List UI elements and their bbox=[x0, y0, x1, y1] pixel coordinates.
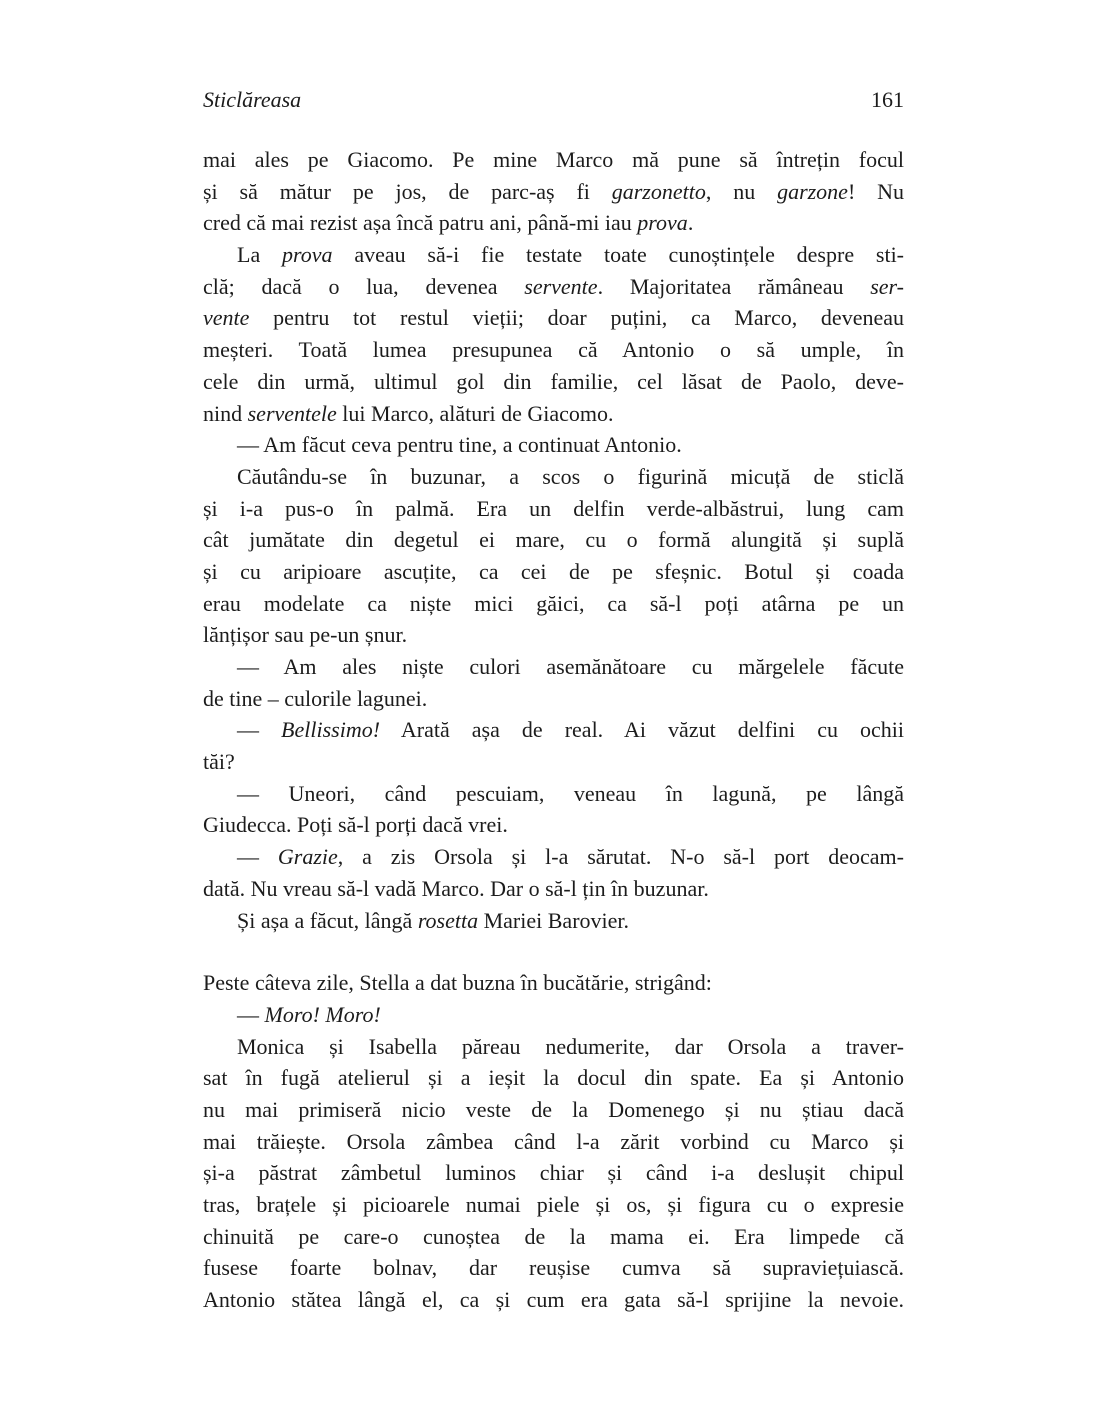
text-line bbox=[203, 778, 904, 810]
text-run: clă; dacă o lua, devenea bbox=[203, 273, 525, 299]
text-run: — bbox=[237, 844, 278, 870]
text-line bbox=[203, 176, 904, 208]
text-line bbox=[203, 809, 904, 841]
text-run: Mariei Barovier. bbox=[478, 907, 630, 933]
italic-text-run: servente bbox=[524, 273, 598, 299]
text-run: lui Marco, alături de Giacomo. bbox=[336, 400, 614, 426]
text-line bbox=[203, 1252, 904, 1284]
text-run: Căutându-se în buzunar, a scos o figurină micuță de sticlă bbox=[237, 463, 904, 489]
text-run: tras, brațele și picioarele numai piele și os, și figura cu o expresie bbox=[203, 1192, 904, 1217]
italic-text-run: serventele bbox=[247, 400, 337, 426]
text-line bbox=[203, 1031, 904, 1063]
text-run: , a zis Orsola și l-a sărutat. N-o să-l port deocam- bbox=[337, 844, 904, 870]
text-line bbox=[203, 1221, 904, 1253]
italic-text-run: garzone bbox=[777, 178, 848, 204]
text-run: — bbox=[237, 1001, 265, 1027]
paragraph bbox=[203, 461, 904, 651]
text-line bbox=[203, 398, 904, 430]
italic-text-run: garzonetto bbox=[611, 178, 706, 204]
text-run: meșteri. Toată lumea presupunea că Antonio o să umple, în bbox=[203, 337, 904, 363]
paragraph bbox=[203, 651, 904, 714]
text-line bbox=[203, 1094, 904, 1126]
italic-text-run: vente bbox=[203, 305, 250, 331]
text-run: Antonio stătea lângă el, ca și cum era gata să-l sprijine la nevoie. bbox=[203, 1287, 904, 1313]
text-line bbox=[203, 1284, 904, 1316]
text-line bbox=[203, 999, 904, 1031]
text-run: Peste câteva zile, Stella a dat buzna în bucătărie, strigând: bbox=[203, 970, 712, 996]
paragraph bbox=[203, 999, 904, 1031]
text-run: nind bbox=[203, 400, 248, 426]
text-run: — Am făcut ceva pentru tine, a continuat Antonio. bbox=[237, 432, 682, 458]
paragraph bbox=[203, 841, 904, 904]
text-run: . Majoritatea rămâneau bbox=[597, 273, 871, 299]
paragraph bbox=[203, 144, 904, 239]
paragraph bbox=[203, 778, 904, 841]
text-run: . bbox=[687, 210, 694, 236]
book-title: Sticlăreasa bbox=[203, 87, 302, 112]
text-run: și-a păstrat zâmbetul luminos chiar și când i-a deslușit chipul bbox=[203, 1160, 904, 1186]
text-line bbox=[203, 651, 904, 683]
text-run: de tine – culorile lagunei. bbox=[203, 685, 428, 711]
text-run: cât jumătate din degetul ei mare, cu o formă alungită și suplă bbox=[203, 527, 904, 553]
text-line bbox=[203, 556, 904, 588]
running-header bbox=[203, 86, 904, 114]
text-line bbox=[203, 841, 904, 873]
text-run: fusese foarte bolnav, dar reușise cumva să supraviețuiască. bbox=[203, 1255, 904, 1281]
text-line bbox=[203, 493, 904, 525]
text-run: mai ales pe Giacomo. Pe mine Marco mă pune să întrețin focul bbox=[203, 147, 904, 172]
text-run: Arată așa de real. Ai văzut delfini cu ochii bbox=[380, 717, 905, 743]
text-line bbox=[203, 524, 904, 556]
text-run: pentru tot restul vieții; doar puțini, ca Marco, deveneau bbox=[249, 305, 904, 331]
text-line bbox=[203, 746, 904, 778]
text-run: erau modelate ca niște mici găici, ca să-l poți atârna pe un bbox=[203, 590, 904, 616]
page-content bbox=[203, 86, 904, 1316]
text-run: mai trăiește. Orsola zâmbea când l-a zărit vorbind cu Marco și bbox=[203, 1128, 904, 1154]
text-run: aveau să-i fie testate toate cunoștințele despre sti- bbox=[332, 242, 905, 268]
paragraph bbox=[203, 429, 904, 461]
text-line bbox=[203, 366, 904, 398]
text-run: și i-a pus-o în palmă. Era un delfin verde-albăstrui, lung cam bbox=[203, 495, 904, 521]
text-line bbox=[203, 334, 904, 366]
text-run: — Am ales niște culori asemănătoare cu mărgelele făcute bbox=[237, 654, 904, 679]
paragraph bbox=[203, 239, 904, 429]
text-line bbox=[203, 239, 904, 271]
text-line bbox=[203, 683, 904, 715]
italic-text-run: prova bbox=[282, 242, 333, 268]
text-line bbox=[203, 588, 904, 620]
italic-text-run: rosetta bbox=[417, 907, 479, 933]
italic-text-run: Moro! Moro! bbox=[264, 1001, 381, 1027]
text-run: sat în fugă atelierul și a ieșit la docul din spate. Ea și Antonio bbox=[203, 1065, 904, 1091]
text-run: nu mai primiseră nicio veste de la Domenego și nu știau dacă bbox=[203, 1096, 904, 1122]
text-line bbox=[203, 873, 904, 905]
italic-text-run: prova bbox=[637, 210, 688, 236]
paragraph bbox=[203, 905, 904, 937]
page-body bbox=[203, 144, 904, 1316]
text-line bbox=[203, 1062, 904, 1094]
italic-text-run: Grazie bbox=[277, 844, 338, 870]
text-run: — bbox=[237, 717, 282, 743]
text-line bbox=[203, 302, 904, 334]
italic-text-run: ser- bbox=[870, 273, 904, 299]
text-line bbox=[203, 619, 904, 651]
text-run: chinuită pe care-o cunoștea de la mama ei. Era limpede că bbox=[203, 1223, 904, 1249]
text-run: La bbox=[237, 242, 283, 268]
italic-text-run: Bellissimo! bbox=[281, 717, 381, 743]
text-line bbox=[203, 271, 904, 303]
text-line bbox=[203, 1189, 904, 1221]
text-run: Monica și Isabella păreau nedumerite, dar Orsola a traver- bbox=[237, 1033, 904, 1059]
text-run: — Uneori, când pescuiam, veneau în lagună, pe lângă bbox=[237, 780, 904, 806]
text-run: și să mătur pe jos, de parc-aș fi bbox=[203, 178, 612, 204]
text-run: cred că mai rezist așa încă patru ani, până-mi iau bbox=[203, 210, 638, 236]
text-line bbox=[203, 905, 904, 937]
text-run: cele din urmă, ultimul gol din familie, cel lăsat de Paolo, deve- bbox=[203, 368, 904, 394]
text-run: dată. Nu vreau să-l vadă Marco. Dar o să-l țin în buzunar. bbox=[203, 875, 709, 901]
text-run: ! Nu bbox=[847, 178, 905, 204]
text-line bbox=[203, 429, 904, 461]
text-run: și cu aripioare ascuțite, ca cei de pe sfeșnic. Botul și coada bbox=[203, 558, 904, 584]
text-line bbox=[203, 714, 904, 746]
text-run: Și așa a făcut, lângă bbox=[237, 907, 418, 933]
text-run: , nu bbox=[705, 178, 778, 204]
paragraph bbox=[203, 714, 904, 777]
text-line bbox=[203, 207, 904, 239]
paragraph bbox=[203, 1031, 904, 1316]
text-run: lănțișor sau pe-un șnur. bbox=[203, 622, 408, 648]
text-line bbox=[203, 1126, 904, 1158]
page-number: 161 bbox=[871, 87, 904, 112]
text-run: tăi? bbox=[203, 749, 235, 775]
text-line bbox=[203, 1157, 904, 1189]
text-line bbox=[203, 967, 904, 999]
text-run: Giudecca. Poți să-l porți dacă vrei. bbox=[203, 812, 508, 838]
paragraph bbox=[203, 967, 904, 999]
text-line bbox=[203, 461, 904, 493]
text-line bbox=[203, 144, 904, 176]
